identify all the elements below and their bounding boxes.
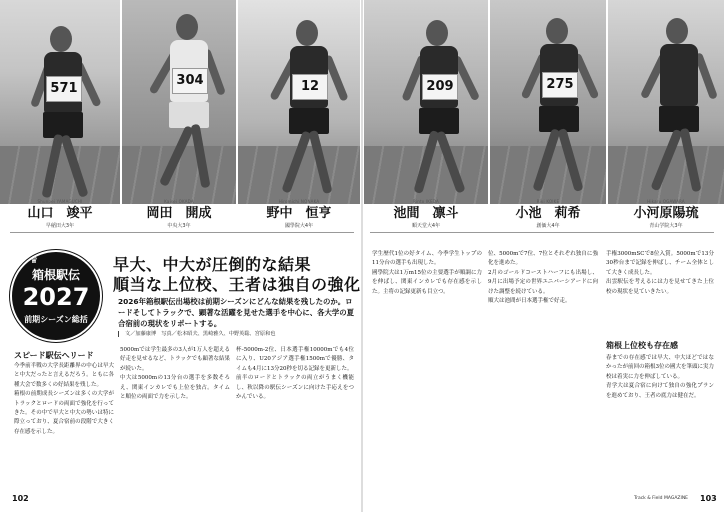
athlete-name-jp: 小池 莉希 [515,206,581,221]
athlete-caption-4 [364,199,488,229]
athlete-school: 順天堂大4年 [411,223,441,229]
athlete-photo-2 [122,0,236,204]
athlete-name-en: Hiromichi NONAKA [278,199,320,204]
athlete-caption-5 [490,199,606,229]
credits [118,330,281,337]
bib-number-3: 12 [292,74,328,100]
magazine-name: Track & Field MAGAZINE [634,496,689,501]
body-column-1: 今季前半戦の大学長距離界の中心は早大と中大だったと言えるだろう。ともに各種大会で数多くの好結果を残した。 箱根の前期成長シーズンは多くの大学がトラックとロードの両面で強化を行ってきた。その中で早大と中大の勢いは特に際立っており、夏合宿前の段階で大きく存在感を示した。 [14,363,114,435]
athlete-name-jp: 岡田 開成 [146,206,212,221]
spread-gutter [361,0,363,512]
headline-line-2: 順当な上位校、王者は独自の強化 [113,275,361,294]
athlete-photo-3 [238,0,360,204]
section-heading-left: スピード駅伝へリード [14,351,94,360]
athlete-school: 創価大4年 [536,223,560,229]
badge-subtitle: 前期シーズン総括 [24,315,88,324]
page-number-right: 103 [700,494,717,503]
section-heading-right: 箱根上位校も存在感 [606,341,678,350]
headline-line-1: 早大、中大が圧倒的な結果 [113,255,312,274]
athlete-photo-1 [0,0,120,204]
divider-right [370,232,714,233]
badge-year: 2027 [22,283,90,311]
body-column-2: 5000mでは学生最多の3人が1万人を超える好走を見せるなど、トラックでも顕著な結果が続いた。 中大は5000mの13分台の選手を多数そろえ、関東インカレでも上位を独占。タイムと順位の両面で力を示した。 [120,347,230,401]
athlete-caption-1 [0,199,120,229]
athlete-photo-6 [608,0,724,204]
divider-left [10,232,354,233]
athlete-caption-3 [238,199,360,229]
series-badge [10,250,102,342]
body-column-6: 手権3000mSCで8位入賞。5000mで13分30秒台まで記録を伸ばし、チーム全体として大きく成長した。 出雲駅伝を考えるには力を見せてきた上位校の現状を見ていきたい。 [606,251,714,295]
athlete-photo-4 [364,0,488,204]
athlete-name-en: Rinto IKEDA [413,199,439,204]
athlete-school: 青山学院大3年 [649,223,683,229]
body-column-7: 春までの存在感では早大、中大ほどではなかったが前回の箱根3位の國大を筆頭に実力校は着実に力を伸ばしている。 青学大は夏合宿に向けて独自の強化プランを進めており、王者の底力は健在だ。 [606,355,714,399]
badge-title: 箱根駅伝 [31,268,80,282]
bib-number-5: 275 [542,72,578,98]
athlete-school: 早稲田大3年 [45,223,75,229]
athlete-name-jp: 池間 凛斗 [393,206,459,221]
athlete-school: 國學院大4年 [284,223,314,229]
bib-number-2: 304 [172,68,208,94]
body-column-4: 学生歴代1位の好タイム、今季学生トップの11分台の選手も出現した。 國學院大は1万m15位の主要選手が順調に力を伸ばし、関東インカレでも存在感を示した。主将の記録更新も目立つ。 [372,251,482,295]
athlete-school: 中央大3年 [167,223,191,229]
body-column-3: 杯-5000m-2位、日本選手権10000mでも4位に入り、U20アジア選手権1500mで優勝、タイムも4月に13分20秒を切る記録を更新した。 前半のロードとトラックの両立がうまく機能し、秋以降の駅伝シーズンに向けた手応えをつかんでいる。 [236,347,354,401]
crown-icon: ♛ [30,256,39,266]
bib-number-1: 571 [46,76,82,102]
athlete-name-en: Riki KOIKE [536,199,560,204]
athlete-name-jp: 野中 恒亨 [266,206,332,221]
athlete-name-jp: 山口 竣平 [27,206,93,221]
bib-number-4: 209 [422,74,458,100]
athlete-name-en: Kaisei OKADA [164,199,194,204]
athlete-photo-5 [490,0,606,204]
athlete-caption-6 [608,199,724,229]
athlete-name-jp: 小河原陽琉 [633,206,699,221]
body-column-5: 位、5000mで7位、7位とそれぞれ独自に強化を進めた。 2月のゴールドコーストハーフにも出場し、9月に出場予定の世界ユニバーシアードに向けた調整を続けている。 順大は池間が日本選手権で好走。 [488,251,598,305]
credits-text: 文／加藤康博 写真／松本昭夫、黒崎雅久、中野英聡、宮原和也 [125,331,276,337]
athlete-caption-2 [122,199,236,229]
athlete-name-en: Hikaru OGAWARA [647,199,685,204]
page-number-left: 102 [12,494,29,503]
athlete-name-en: Shunpei YAMAGUCHI [37,199,83,204]
lead-paragraph: 2026年箱根駅伝出場校は前期シーズンにどんな結果を残したのか。ロードそしてトラックで、顕著な活躍を見せた選手を中心に、各大学の夏合宿前の現状をリポートする。 [118,297,355,328]
